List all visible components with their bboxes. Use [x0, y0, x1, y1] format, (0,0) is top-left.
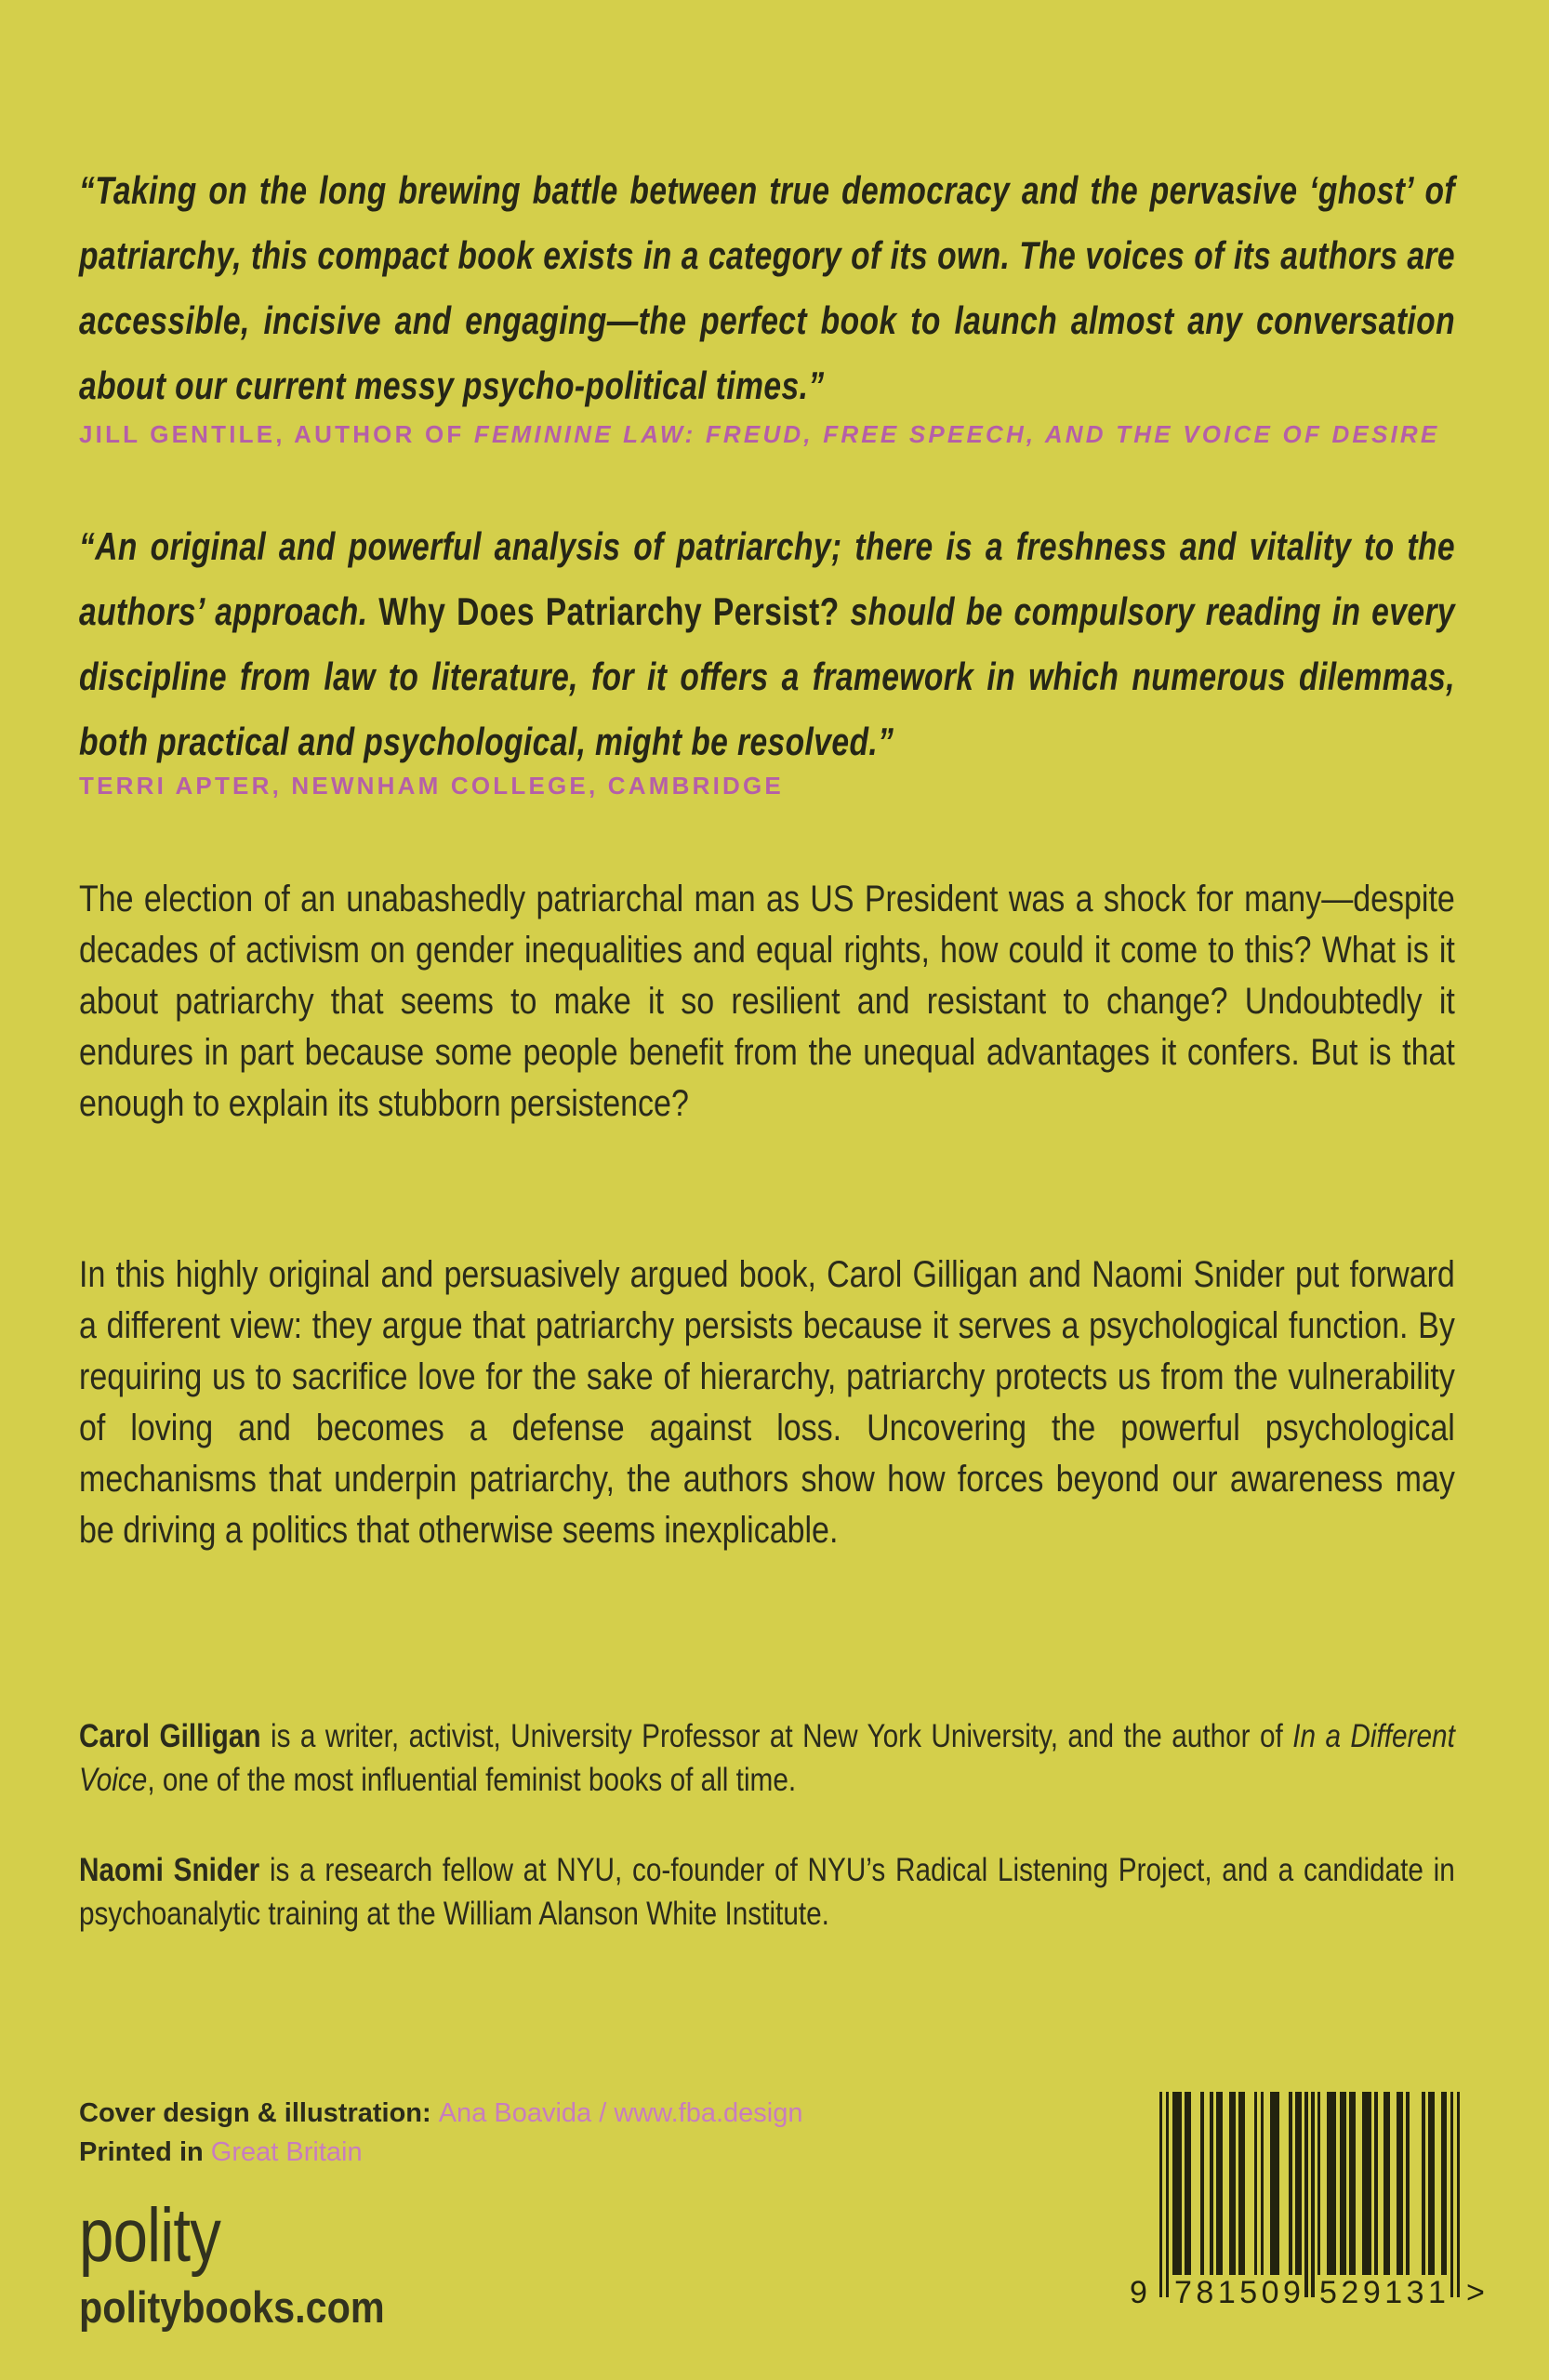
- printed-in-value: Great Britain: [210, 2137, 363, 2167]
- barcode-bar: [1374, 2092, 1377, 2275]
- quote-2-attribution-text: TERRI APTER, NEWNHAM COLLEGE, CAMBRIDGE: [79, 772, 784, 800]
- barcode-bar: [1431, 2092, 1434, 2275]
- publisher-block: [79, 2192, 426, 2333]
- quote-2-text-post: should be compulsory reading in every discipline from law to literature, for it offers a framework in which numerous dilemmas, both practical and psychological, might be resolved.”: [79, 589, 1456, 763]
- printed-in-label: Printed in: [79, 2137, 211, 2167]
- barcode-bar: [1352, 2092, 1355, 2275]
- barcode-bar: [1333, 2092, 1336, 2275]
- printed-in-credit: [79, 2133, 802, 2172]
- author-bio-naomi-snider: [79, 1848, 1549, 1936]
- endorsement-quote-1: [79, 158, 1549, 418]
- bio-1-book-title: In a Different Voice: [79, 1718, 1455, 1798]
- bio-2-text: [79, 1848, 1455, 1936]
- polity-logo: polity: [79, 2193, 221, 2278]
- synopsis-paragraph-1: The election of an unabashedly patriarchal man as US President was a shock for many—despite decades of activism on gender inequalities and equal rights, how could it come to this? What is it about patriarchy that seems to make it so resilient and resistant to change? Undoubtedly it endures in part because some people benefit from the unequal advantages it confers. But is that enough to explain its stubborn persistence?: [79, 879, 1455, 1124]
- bio-1-text-before-title: is a writer, activist, University Professor at New York University, and the author of: [260, 1718, 1293, 1754]
- cover-design-credit: [79, 2094, 802, 2133]
- barcode-bar: [1422, 2092, 1424, 2275]
- bio-1-text-after-title: , one of the most influential feminist books of all time.: [147, 1762, 797, 1798]
- barcode-bar: [1261, 2092, 1264, 2275]
- barcode-digit-lead: 9: [1130, 2275, 1152, 2310]
- barcode-bar: [1289, 2092, 1291, 2275]
- credits-block: [79, 2094, 802, 2172]
- barcode-bar: [1166, 2092, 1169, 2297]
- synopsis-paragraph-2-wrap: [79, 1250, 1549, 1556]
- barcode-digit-group-2: 529131: [1319, 2275, 1450, 2310]
- barcode-bar: [1387, 2092, 1390, 2275]
- endorsement-quote-2: [79, 514, 1549, 774]
- barcode-bar: [1200, 2092, 1203, 2275]
- bio-2-author-name: Naomi Snider: [79, 1852, 260, 1888]
- barcode-bar: [1241, 2092, 1244, 2275]
- barcode-bar: [1299, 2092, 1302, 2275]
- bio-2-text-body: is a research fellow at NYU, co-founder of NYU’s Radical Listening Project, and a candidate in psychoanalytic training at the William Alanson White Institute.: [79, 1852, 1455, 1932]
- cover-design-label: Cover design & illustration:: [79, 2098, 439, 2128]
- barcode-bar: [1277, 2092, 1279, 2275]
- quote-2-text: [79, 514, 1455, 774]
- barcode-bar: [1450, 2092, 1453, 2297]
- quote-2-text-pre: “An original and powerful analysis of patriarchy; there is a freshness and vitality to the authors’ approach.: [79, 524, 1455, 633]
- synopsis-paragraph-1-wrap: [79, 874, 1549, 1130]
- barcode-bar: [1444, 2092, 1447, 2275]
- barcode-bar: [1368, 2092, 1370, 2275]
- quote-2-attribution: [79, 772, 784, 800]
- bio-1-text: [79, 1714, 1455, 1802]
- bio-1-author-name: Carol Gilligan: [79, 1718, 261, 1754]
- barcode-bar: [1232, 2092, 1235, 2275]
- barcode-bar: [1406, 2092, 1409, 2275]
- barcode-bar: [1178, 2092, 1181, 2275]
- barcode-trailing-mark: >: [1466, 2275, 1489, 2310]
- barcode-bar: [1159, 2092, 1162, 2297]
- synopsis-paragraph-2: In this highly original and persuasively argued book, Carol Gilligan and Naomi Snider put forward a different view: they argue that patriarchy persists because it serves a psychological function. By requiring us to sacrifice love for the sake of hierarchy, patriarchy protects us from the vulnerability of loving and becomes a defense against loss. Uncovering the powerful psychological mechanisms that underpin patriarchy, the authors show how forces beyond our awareness may be driving a politics that otherwise seems inexplicable.: [79, 1254, 1455, 1551]
- barcode-bar: [1220, 2092, 1223, 2275]
- barcode-bar: [1457, 2092, 1460, 2297]
- isbn-barcode: [1130, 2092, 1489, 2310]
- barcode-bar: [1399, 2092, 1402, 2275]
- quote-2-book-title: Why Does Patriarchy Persist?: [378, 589, 840, 633]
- barcode-bar: [1254, 2092, 1257, 2275]
- barcode-bar: [1210, 2092, 1212, 2275]
- barcode-bar: [1311, 2092, 1314, 2297]
- barcode-bar: [1188, 2092, 1191, 2275]
- barcode-bar: [1343, 2092, 1345, 2275]
- quote-1-attribution-work: FEMININE LAW: FREUD, FREE SPEECH, AND THE VOICE OF DESIRE: [473, 420, 1440, 448]
- quote-1-attribution-name: JILL GENTILE, AUTHOR OF: [79, 420, 474, 448]
- quote-1-attribution: [79, 420, 1439, 449]
- barcode-digit-group-1: 781509: [1174, 2275, 1305, 2310]
- author-bio-carol-gilligan: [79, 1714, 1549, 1802]
- publisher-website: politybooks.com: [79, 2282, 385, 2332]
- quote-1-text: “Taking on the long brewing battle between true democracy and the pervasive ‘ghost’ of patriarchy, this compact book exists in a category of its own. The voices of its authors are accessible, incisive and engaging—the perfect book to launch almost any conversation about our current messy psycho-political times.”: [79, 168, 1455, 407]
- barcode-bar: [1317, 2092, 1320, 2275]
- barcode-bar: [1304, 2092, 1307, 2297]
- cover-design-value: Ana Boavida / www.fba.design: [438, 2098, 803, 2128]
